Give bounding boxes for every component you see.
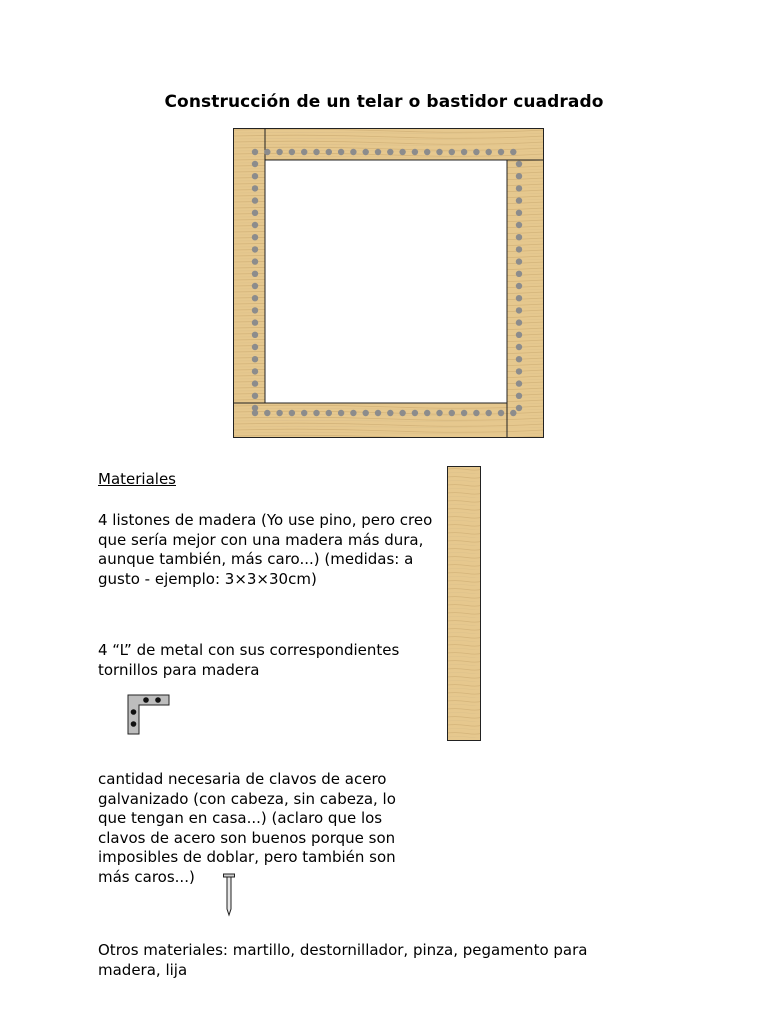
nail-dot [252, 295, 258, 301]
nail-dot [516, 234, 522, 240]
nail-dot [252, 246, 258, 252]
nail-dot [326, 410, 332, 416]
nail-dot [289, 149, 295, 155]
nail-dot [516, 197, 522, 203]
nail-dot [486, 149, 492, 155]
nail-dot [516, 356, 522, 362]
materials-heading: Materiales [98, 470, 176, 488]
wood-stick-icon [447, 466, 482, 742]
nail-dot [264, 410, 270, 416]
material-item-brackets: 4 “L” de metal con sus correspondientes tornillos para madera [98, 641, 400, 679]
nail-dot [516, 185, 522, 191]
nail-dot [399, 410, 405, 416]
nail-dot [276, 149, 282, 155]
nail-dot [252, 185, 258, 191]
nail-dot [252, 344, 258, 350]
nail-icon [222, 873, 236, 917]
nail-dot [498, 410, 504, 416]
nail-dot [375, 410, 381, 416]
nail-dot [436, 149, 442, 155]
nail-dot [350, 410, 356, 416]
nail-dot [516, 368, 522, 374]
nail-dot [252, 258, 258, 264]
nail-dot [252, 393, 258, 399]
nail-dot [338, 410, 344, 416]
material-item-tools: Otros materiales: martillo, destornillador, pinza, pegamento para madera, lija [98, 941, 588, 979]
nail-dot [412, 149, 418, 155]
nail-dot [326, 149, 332, 155]
nail-dot [461, 410, 467, 416]
nail-dot [350, 149, 356, 155]
nail-dot [516, 307, 522, 313]
nail-dot [516, 222, 522, 228]
nail-dot [252, 234, 258, 240]
nail-dot [264, 149, 270, 155]
l-bracket-icon [127, 694, 171, 736]
nail-dot [516, 405, 522, 411]
nail-dot [516, 319, 522, 325]
material-item-wood: 4 listones de madera (Yo use pino, pero creo que sería mejor con una madera más dura, aunque también, más caro...) (medidas: a gusto - ejemplo: 3×3×30cm) [98, 511, 433, 588]
nail-dot [252, 161, 258, 167]
nail-dot [252, 405, 258, 411]
nail-dot [252, 149, 258, 155]
nail-dot [252, 319, 258, 325]
nail-dot [510, 410, 516, 416]
nail-dot [363, 149, 369, 155]
nail-dot [313, 149, 319, 155]
nail-dot [301, 410, 307, 416]
nail-dot [424, 410, 430, 416]
square-frame-illustration [233, 128, 544, 438]
nail-dot [486, 410, 492, 416]
nail-dot [473, 149, 479, 155]
nail-dot [516, 258, 522, 264]
nail-dot [252, 380, 258, 386]
nail-dot [252, 173, 258, 179]
nail-dot [516, 173, 522, 179]
nail-dot [436, 410, 442, 416]
nail-dot [516, 380, 522, 386]
nail-dot [510, 149, 516, 155]
nail-dot [516, 332, 522, 338]
nail-dot [375, 149, 381, 155]
nail-dot [252, 356, 258, 362]
nail-dot [301, 149, 307, 155]
nail-dot [252, 222, 258, 228]
nail-dot [516, 295, 522, 301]
nail-dot [461, 149, 467, 155]
nail-dot [399, 149, 405, 155]
nail-dot [338, 149, 344, 155]
nail-dot [516, 161, 522, 167]
nail-dot [516, 344, 522, 350]
nail-dot [449, 149, 455, 155]
nail-dot [516, 210, 522, 216]
nail-dot [252, 271, 258, 277]
nail-dot [252, 368, 258, 374]
nail-dot [252, 197, 258, 203]
nail-dot [387, 410, 393, 416]
nail-dot [252, 307, 258, 313]
nail-dot [516, 271, 522, 277]
nail-dot [516, 393, 522, 399]
nail-dot [449, 410, 455, 416]
nail-dot [276, 410, 282, 416]
nail-dot [252, 283, 258, 289]
nail-dot [498, 149, 504, 155]
nail-dot [252, 210, 258, 216]
nail-dot [387, 149, 393, 155]
nail-dot [363, 410, 369, 416]
material-item-nails: cantidad necesaria de clavos de acero galvanizado (con cabeza, sin cabeza, lo que tengan en casa...) (aclaro que los clavos de acero son buenos porque son imposibles de doblar, pero también son más caros...) [98, 770, 396, 886]
nail-dot [516, 283, 522, 289]
nail-dot [313, 410, 319, 416]
nail-dot [516, 246, 522, 252]
page-title: Construcción de un telar o bastidor cuadrado [164, 92, 604, 112]
nail-dot [412, 410, 418, 416]
nail-dot [252, 332, 258, 338]
nail-dot [473, 410, 479, 416]
nail-dot [424, 149, 430, 155]
nail-dot [289, 410, 295, 416]
